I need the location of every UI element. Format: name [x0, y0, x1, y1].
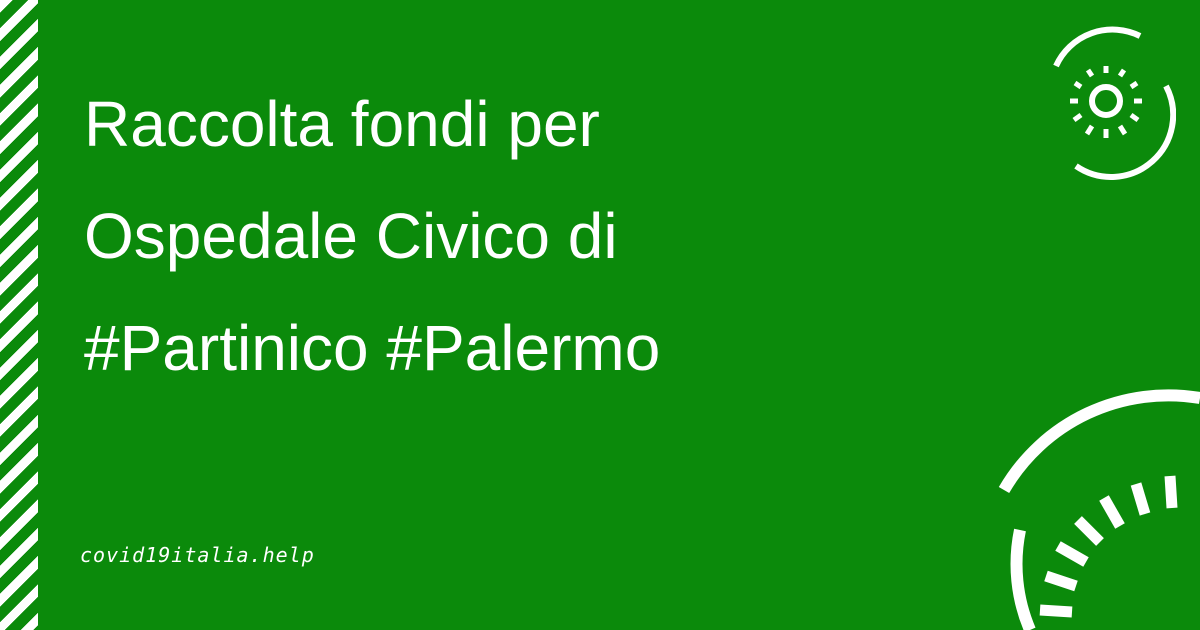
radial-burst-logo-icon	[1036, 26, 1176, 186]
title-line-3: #Partinico #Palermo	[84, 312, 661, 384]
title-line-1: Raccolta fondi per	[84, 88, 600, 160]
site-url: covid19italia.help	[80, 543, 315, 567]
radial-burst-logo-icon	[990, 380, 1200, 630]
diagonal-stripes-decoration	[0, 0, 38, 630]
title-line-2: Ospedale Civico di	[84, 200, 618, 272]
card-title	[84, 68, 1024, 404]
